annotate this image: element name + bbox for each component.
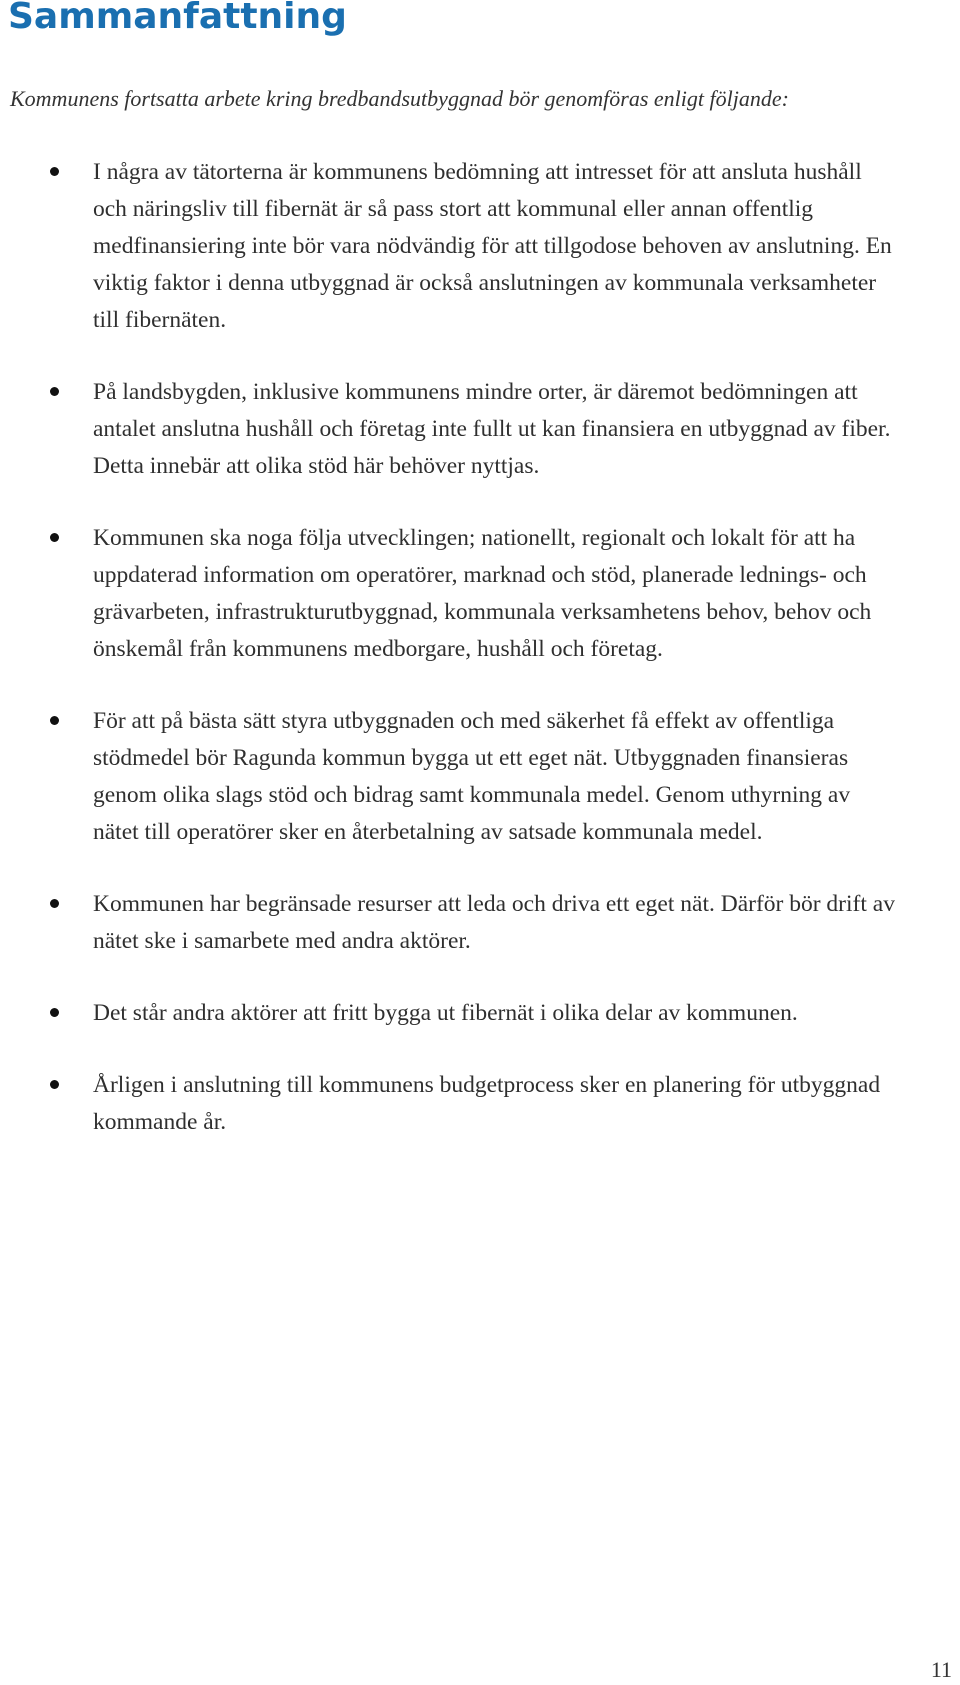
list-item-text: Det står andra aktörer att fritt bygga ut fibernät i olika delar av kommunen. — [93, 1000, 798, 1026]
bullet-icon — [50, 1008, 59, 1017]
list-item — [0, 886, 900, 960]
bullet-list — [0, 154, 900, 1176]
bullet-icon — [50, 716, 59, 725]
bullet-icon — [50, 899, 59, 908]
bullet-icon — [50, 387, 59, 396]
list-item-text: Kommunen har begränsade resurser att leda och driva ett eget nät. Därför bör drift av nätet ske i samarbete med andra aktörer. — [93, 891, 895, 954]
list-item — [0, 1067, 900, 1141]
list-item-text: För att på bästa sätt styra utbyggnaden och med säkerhet få effekt av offentliga stödmedel bör Ragunda kommun bygga ut ett eget nät. Utbyggnaden finansieras genom olika slags stöd och bidrag samt kommunala medel. Genom uthyrning av nätet till operatörer sker en återbetalning av satsade kommunala medel. — [93, 708, 851, 845]
list-item-text: Kommunen ska noga följa utvecklingen; nationellt, regionalt och lokalt för att ha uppdaterad information om operatörer, marknad och stöd, planerade lednings- och grävarbeten, infrastrukturutbyggnad, kommunala verksamhetens behov, behov och önskemål från kommunens medborgare, hushåll och företag. — [93, 525, 872, 662]
list-item — [0, 995, 900, 1032]
bullet-icon — [50, 1080, 59, 1089]
list-item-text: I några av tätorterna är kommunens bedömning att intresset för att ansluta hushåll och näringsliv till fibernät är så pass stort att kommunal eller annan offentlig medfinansiering inte bör vara nödvändig för att tillgodose behoven av anslutning. En viktig faktor i denna utbyggnad är också anslutningen av kommunala verksamheter till fibernäten. — [93, 159, 892, 333]
list-item — [0, 703, 900, 851]
bullet-icon — [50, 167, 59, 176]
page-number: 11 — [930, 1657, 952, 1682]
list-item — [0, 374, 900, 485]
page-title: Sammanfattning — [8, 0, 347, 37]
list-item — [0, 154, 900, 339]
list-item-text: På landsbygden, inklusive kommunens mindre orter, är däremot bedömningen att antalet anslutna hushåll och företag inte fullt ut kan finansiera en utbyggnad av fiber. Detta innebär att olika stöd här behöver nyttjas. — [93, 379, 891, 479]
list-item — [0, 520, 900, 668]
bullet-icon — [50, 533, 59, 542]
intro-text: Kommunens fortsatta arbete kring bredbandsutbyggnad bör genomföras enligt följande: — [10, 86, 789, 111]
list-item-text: Årligen i anslutning till kommunens budgetprocess sker en planering för utbyggnad kommande år. — [93, 1072, 881, 1135]
